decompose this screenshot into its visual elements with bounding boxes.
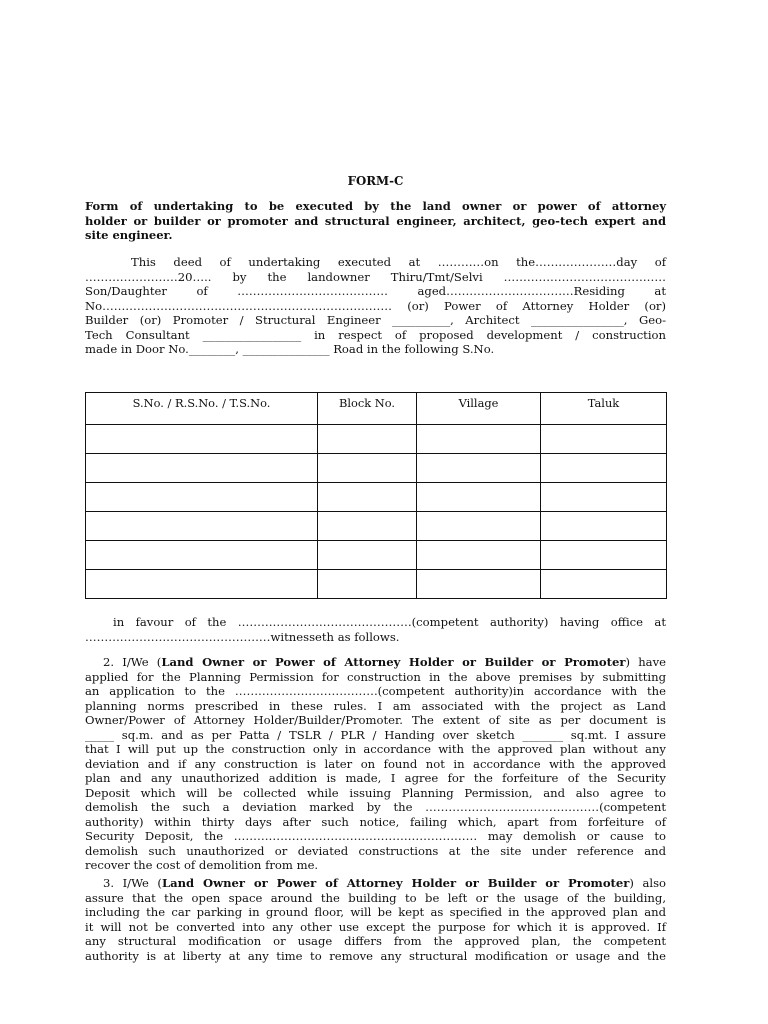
clause-2-line: Security Deposit, the ……………………………………………………… may demolish or cause to [85,829,666,843]
table-cell[interactable] [541,512,667,541]
clause-2-line: plan and any unauthorized addition is made, I agree for the forfeiture of the Security [85,771,666,785]
clause-2-line: an application to the ……………………………….(competent authority)in accordance with the [85,684,666,698]
clause-2-line: recover the cost of demolition from me. [85,858,319,872]
clause-2-line: applied for the Planning Permission for construction in the above premises by submitting [85,669,666,684]
table-cell[interactable] [541,570,667,599]
table-cell[interactable] [86,483,318,512]
clause-3-lead: 3. I/We ( [103,876,162,890]
intro-paragraph [85,255,666,357]
form-heading [85,199,666,243]
table-cell[interactable] [417,570,541,599]
clause-2-line: Owner/Power of Attorney Holder/Builder/Promoter. The extent of site as per document is [85,713,666,727]
clause-2-lead: 2. I/We ( [103,655,162,669]
table-cell[interactable] [417,454,541,483]
survey-number-table [85,392,667,599]
table-cell[interactable] [86,570,318,599]
table-header-row [86,393,667,425]
table-cell[interactable] [318,570,417,599]
table-cell[interactable] [318,483,417,512]
table-cell[interactable] [417,425,541,454]
column-header-taluk: Taluk [541,393,667,425]
clause-2-line: that I will put up the construction only in accordance with the approved plan without any [85,742,666,756]
column-header-village: Village [417,393,541,425]
table-row [86,483,667,512]
clause-3 [85,876,666,963]
clause-3-tail: ) also [629,876,667,890]
table-row [86,425,667,454]
intro-line: This deed of undertaking executed at …………on the…………………day of [131,255,666,269]
table-cell[interactable] [86,454,318,483]
table-row [86,541,667,570]
clause-2-parties: Land Owner or Power of Attorney Holder or Builder or Promoter [161,655,626,669]
table-cell[interactable] [318,425,417,454]
clause-3-line: authority is at liberty at any time to remove any structural modification or usage and the [85,948,666,963]
intro-line: Son/Daughter of ………………………………… aged……………………………Residing at [85,284,666,298]
table-cell[interactable] [86,541,318,570]
clause-2-line: demolish the such a deviation marked by the ………………………………………(competent [85,800,666,814]
table-cell[interactable] [541,483,667,512]
clause-2-tail: ) have [625,655,666,669]
table-cell[interactable] [417,541,541,570]
intro-line: Tech Consultant _________________ in respect of proposed development / construction [85,327,666,342]
intro-line: Builder (or) Promoter / Structural Engineer __________, Architect ________________, Geo- [85,313,666,327]
table-cell[interactable] [417,483,541,512]
clause-2-line: demolish such unauthorized or deviated constructions at the site under reference and [85,843,666,858]
clause-2-line: _____ sq.m. and as per Patta / TSLR / PLR / Handing over sketch _______ sq.mt. I assure [85,727,666,742]
table-row [86,512,667,541]
clause-2 [85,655,666,873]
table-cell[interactable] [86,425,318,454]
column-header-sno: S.No. / R.S.No. / T.S.No. [86,393,318,425]
heading-line: site engineer. [85,228,173,243]
heading-line: holder or builder or promoter and structural engineer, architect, geo-tech expert and [85,213,666,228]
clause-3-parties: Land Owner or Power of Attorney Holder or Builder or Promoter [161,876,630,890]
table-row [86,570,667,599]
intro-line: ……………………20….. by the landowner Thiru/Tmt/Selvi …………………………………… [85,269,666,284]
clause-3-line: it will not be converted into any other use except the purpose for which it is approved. If [85,919,666,934]
clause-3-first-line [85,876,666,891]
intro-line: made in Door No.________, _______________ Road in the following S.No. [85,342,495,356]
form-title: FORM-C [347,174,404,188]
table-cell[interactable] [86,512,318,541]
table-cell[interactable] [318,512,417,541]
intro-line: No………………………………………………………………… (or) Power of Attorney Holder (or) [85,298,666,313]
table-cell[interactable] [417,512,541,541]
table-cell[interactable] [318,541,417,570]
table-row [86,454,667,483]
table-cell[interactable] [541,454,667,483]
table-cell[interactable] [318,454,417,483]
clause-3-line: any structural modification or usage differs from the approved plan, the competent [85,934,666,948]
favour-line: …………………………………………witnesseth as follows. [85,629,400,644]
clause-3-line: assure that the open space around the building to be left or the usage of the building, [85,890,666,905]
heading-line: Form of undertaking to be executed by the land owner or power of attorney [85,199,666,213]
table-cell[interactable] [541,425,667,454]
favour-line: in favour of the ………………………………………(competent authority) having office at [113,615,666,629]
clause-2-first-line [85,655,666,670]
favour-paragraph [85,615,666,644]
column-header-block: Block No. [318,393,417,425]
table-cell[interactable] [541,541,667,570]
clause-2-line: planning norms prescribed in these rules. I am associated with the project as Land [85,698,666,713]
clause-2-line: authority) within thirty days after such notice, failing which, apart from forfeiture of [85,814,666,829]
clause-2-line: Deposit which will be collected while issuing Planning Permission, and also agree to [85,785,666,800]
clause-2-line: deviation and if any construction is later on found not in accordance with the approved [85,756,666,771]
clause-3-line: including the car parking in ground floor, will be kept as specified in the approved plan and [85,905,666,919]
